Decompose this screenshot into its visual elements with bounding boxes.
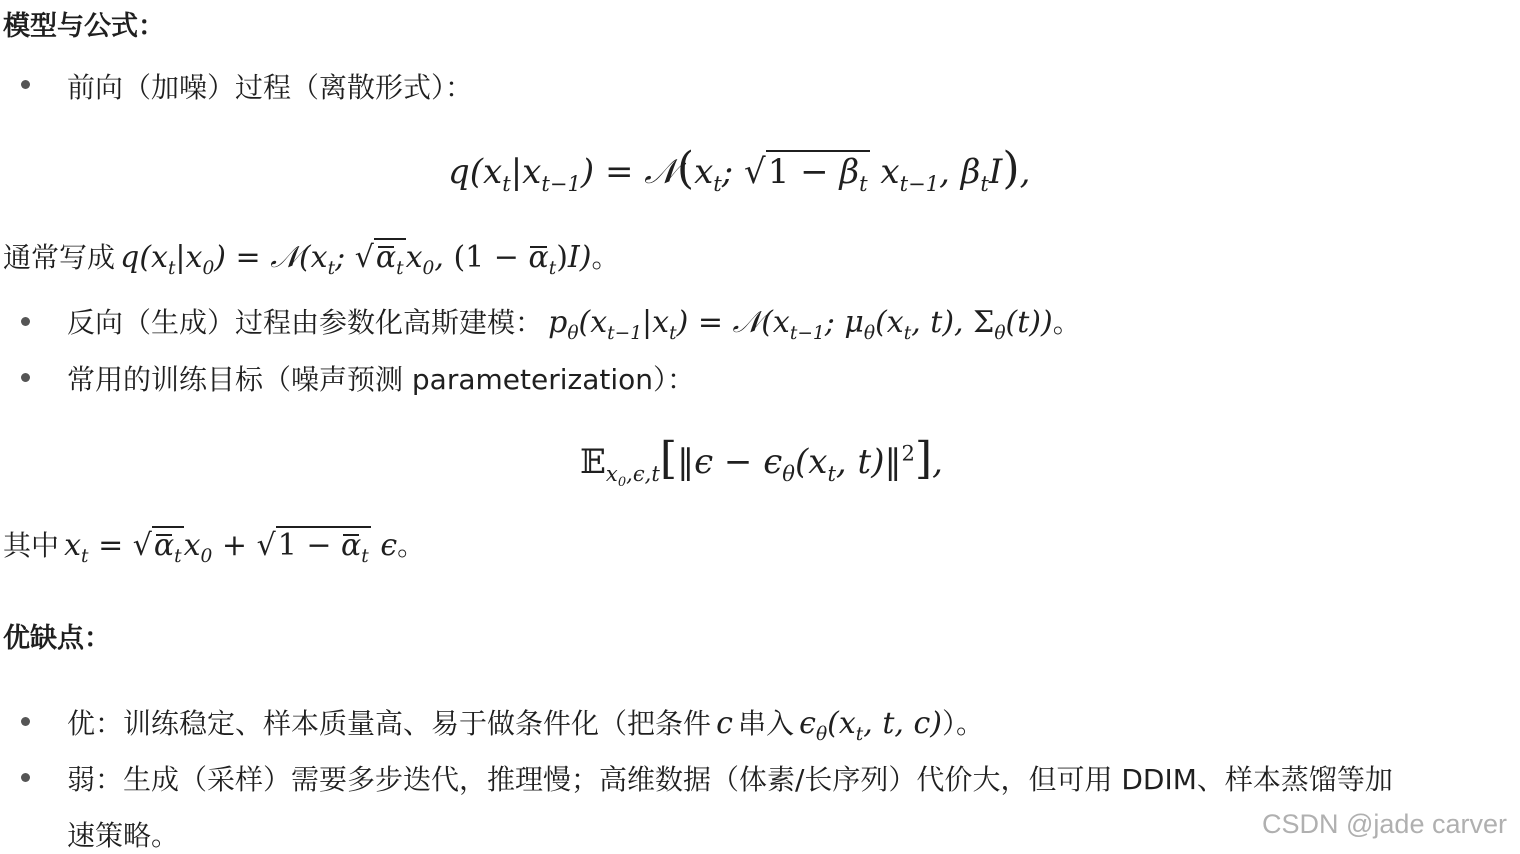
training-objective-label: 常用的训练目标（噪声预测 parameterization）：	[67, 363, 695, 396]
closed-form-line	[3, 236, 620, 279]
section-heading-model: 模型与公式：	[3, 11, 165, 42]
closed-form-stop: 。	[591, 241, 620, 274]
closed-form-prefix: 通常写成	[3, 241, 116, 274]
pros-text-b: 串入	[738, 707, 795, 740]
bullet-dot	[21, 317, 30, 326]
watermark: CSDN @jade carver	[1262, 809, 1507, 839]
bullet-dot	[21, 717, 30, 726]
section-heading-pros-cons: 优缺点：	[3, 623, 111, 654]
cons-text-line2: 速策略。	[67, 819, 180, 852]
reverse-process-stop: 。	[1052, 306, 1081, 339]
where-line	[3, 524, 426, 567]
pros-math-eps: $\epsilon_\theta(x_t$, t, c)	[799, 706, 942, 745]
where-stop: 。	[397, 529, 426, 562]
forward-process-equation: $q(x_t|x_{t-1})$ = $𝒩(x_t$; $√1 - \beta_t$ $x_{t-1}$, $\beta_tI$),	[448, 143, 1031, 196]
bullet-dot	[21, 80, 30, 89]
pros-text-c: ）。	[941, 707, 984, 740]
pros-text-a: 优：训练稳定、样本质量高、易于做条件化（把条件	[67, 707, 712, 740]
bullet-dot	[21, 373, 30, 382]
where-equation: $x_t = √\alpha_tx_0 + √1 - \alpha_t$ ϵ	[64, 528, 398, 567]
pros-line	[67, 702, 984, 745]
reverse-process-equation: $p_\theta(x_{t-1}|x_t)$ = $𝒩(x_{t-1}$; $\mu_\theta(x_t$, t), $\Sigma_\theta(t)$)	[548, 305, 1053, 344]
forward-process-label: 前向（加噪）过程（离散形式）：	[67, 71, 474, 104]
bullet-dot	[21, 773, 30, 782]
pros-math-c: c	[716, 706, 733, 741]
closed-form-equation: $q(x_t|x_0)$ = $𝒩(x_t$; $√\alpha_tx_0$, $(1 - \alpha_t)I$)	[120, 240, 592, 279]
reverse-process-line	[67, 301, 1081, 344]
training-objective-equation: 𝔼$_{x_0,\epsilon,t}$[‖ϵ − $\epsilon_\theta(x_t$, t)‖$^2$],	[580, 433, 943, 490]
cons-text-line1: 弱：生成（采样）需要多步迭代，推理慢；高维数据（体素/长序列）代价大，但可用 DDIM、样本蒸馏等加	[67, 763, 1393, 796]
where-prefix: 其中	[3, 529, 60, 562]
reverse-process-label: 反向（生成）过程由参数化高斯建模：	[67, 306, 544, 339]
